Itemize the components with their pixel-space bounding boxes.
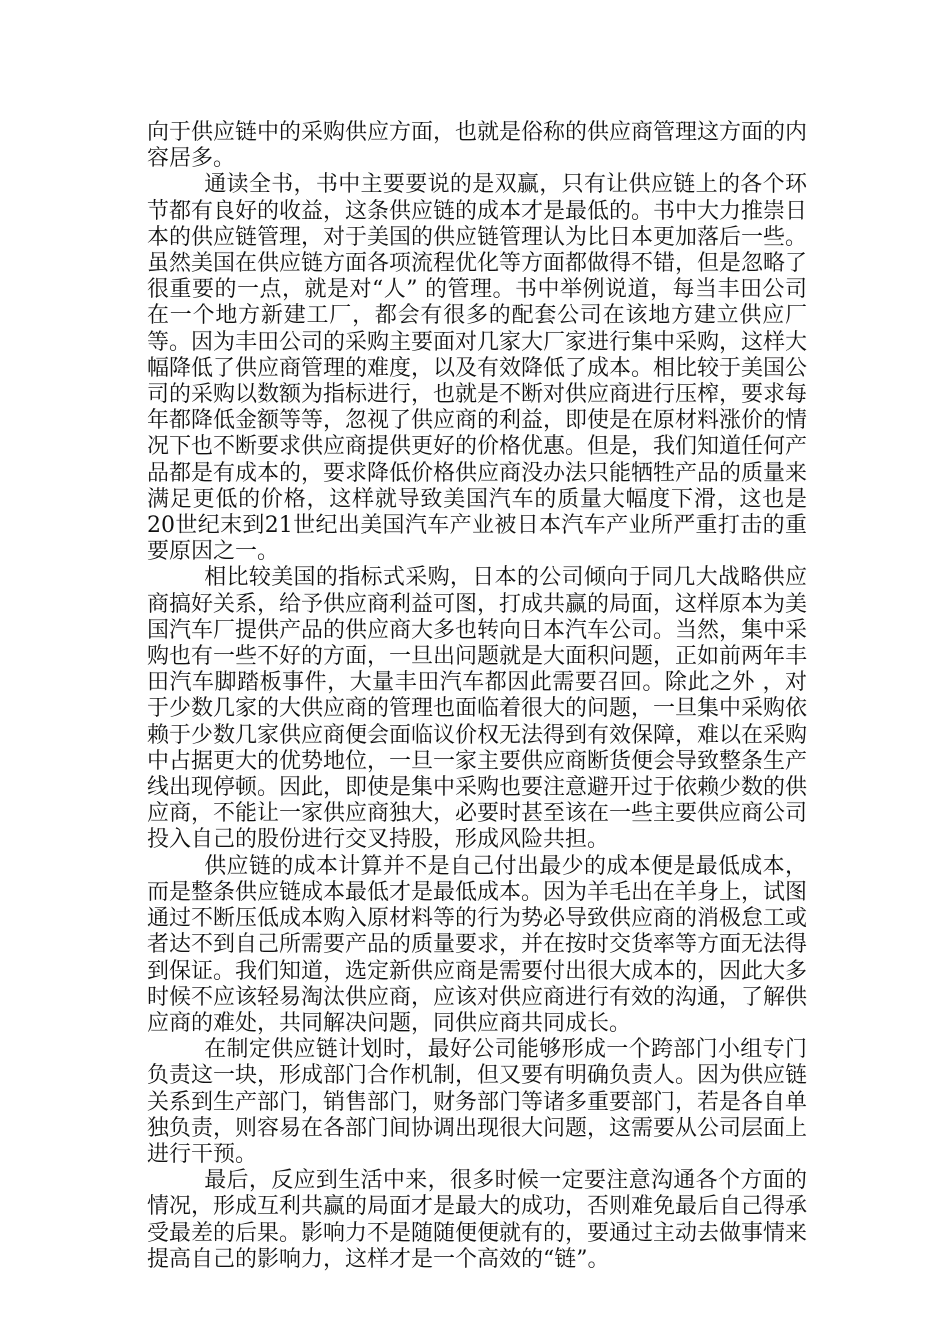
paragraph-conclusion: 最后，反应到生活中来，很多时候一定要注意沟通各个方面的情况，形成互利共赢的局面才是最大的成功，否则难免最后自己得承受最差的后果。影响力不是随随便便就有的，要通过主动去做事情来提高自己的影响力，这样才是一个高效的“链”。 — [147, 1168, 808, 1272]
paragraph-supply-chain-cost: 供应链的成本计算并不是自己付出最少的成本便是最低成本，而是整条供应链成本最低才是最低成本。因为羊毛出在羊身上，试图通过不断压低成本购入原材料等的行为势必导致供应商的消极怠工或者达不到自己所需要产品的质量要求，并在按时交货率等方面无法得到保证。我们知道，选定新供应商是需要付出很大成本的，因此大多时候不应该轻易淘汰供应商，应该对供应商进行有效的沟通，了解供应商的难处，共同解决问题，同供应商共同成长。 — [147, 853, 808, 1036]
paragraph-continuation: 向于供应链中的采购供应方面，也就是俗称的供应商管理这方面的内容居多。 — [147, 120, 808, 172]
document-page — [147, 120, 807, 1273]
paragraph-cross-department: 在制定供应链计划时，最好公司能够形成一个跨部门小组专门负责这一块，形成部门合作机制，但又要有明确负责人。因为供应链关系到生产部门，销售部门，财务部门等诸多重要部门，若是各自单独负责，则容易在各部门间协调出现很大问题，这需要从公司层面上进行干预。 — [147, 1037, 808, 1167]
paragraph-win-win: 通读全书，书中主要要说的是双赢，只有让供应链上的各个环节都有良好的收益，这条供应链的成本才是最低的。书中大力推崇日本的供应链管理，对于美国的供应链管理认为比日本更加落后一些。虽然美国在供应链方面各项流程优化等方面都做得不错，但是忽略了很重要的一点，就是对“人” 的管理。书中举例说道，每当丰田公司在一个地方新建工厂，都会有很多的配套公司在该地方建立供应厂等。因为丰田公司的采购主要面对几家大厂家进行集中采购，这样大幅降低了供应商管理的难度，以及有效降低了成本。相比较于美国公司的采购以数额为指标进行，也就是不断对供应商进行压榨，要求每年都降低金额等等，忽视了供应商的利益，即使是在原材料涨价的情况下也不断要求供应商提供更好的价格优惠。但是，我们知道任何产品都是有成本的，要求降低价格供应商没办法只能牺牲产品的质量来满足更低的价格，这样就导致美国汽车的质量大幅度下滑，这也是20世纪末到21世纪出美国汽车产业被日本汽车产业所严重打击的重要原因之一。 — [147, 172, 808, 565]
paragraph-japan-procurement: 相比较美国的指标式采购，日本的公司倾向于同几大战略供应商搞好关系，给予供应商利益可图，打成共赢的局面，这样原本为美国汽车厂提供产品的供应商大多也转向日本汽车公司。当然，集中采购也有一些不好的方面，一旦出问题就是大面积问题，正如前两年丰田汽车脚踏板事件，大量丰田汽车都因此需要召回。除此之外 ，对于少数几家的大供应商的管理也面临着很大的问题，一旦集中采购依赖于少数几家供应商便会面临议价权无法得到有效保障，难以在采购中占据更大的优势地位，一旦一家主要供应商断货便会导致整条生产线出现停顿。因此，即使是集中采购也要注意避开过于依赖少数的供应商，不能让一家供应商独大，必要时甚至该在一些主要供应商公司投入自己的股份进行交叉持股，形成风险共担。 — [147, 565, 808, 853]
